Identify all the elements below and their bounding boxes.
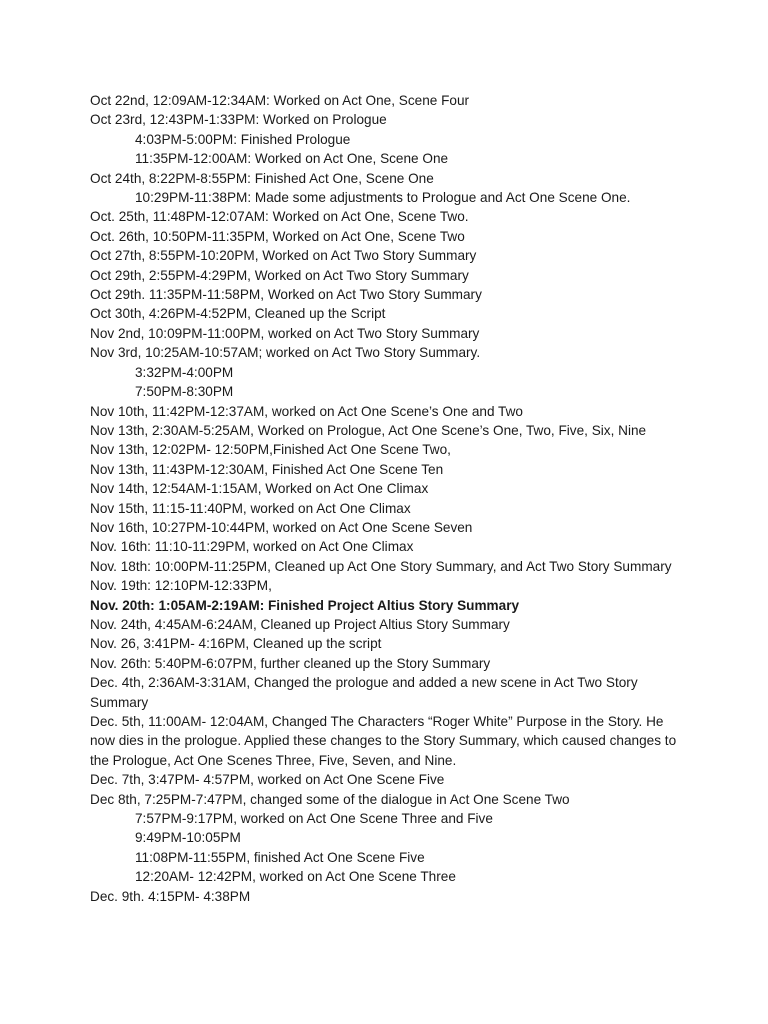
- log-entry: Nov 13th, 2:30AM-5:25AM, Worked on Prologue, Act One Scene’s One, Two, Five, Six, Nine: [90, 422, 647, 438]
- log-entry: Dec. 9th. 4:15PM- 4:38PM: [90, 888, 251, 904]
- log-entry: 11:08PM-11:55PM, finished Act One Scene Five: [135, 849, 425, 865]
- log-entry: Oct. 26th, 10:50PM-11:35PM, Worked on Act One, Scene Two: [90, 228, 465, 244]
- log-entry: Dec. 5th, 11:00AM- 12:04AM, Changed The Characters “Roger White” Purpose in the Story. He now dies in the prologue. Applied these changes to the Story Summary, which caused changes to the Prologue, Act One Scenes Three, Five, Seven, and Nine.: [90, 714, 677, 768]
- log-entry: Nov 16th, 10:27PM-10:44PM, worked on Act One Scene Seven: [90, 519, 473, 535]
- log-entry: Dec 8th, 7:25PM-7:47PM, changed some of the dialogue in Act One Scene Two: [90, 791, 570, 807]
- log-entry: Oct 23rd, 12:43PM-1:33PM: Worked on Prologue: [90, 112, 387, 128]
- log-entry: 3:32PM-4:00PM: [135, 364, 234, 380]
- log-entry: Nov 13th, 11:43PM-12:30AM, Finished Act One Scene Ten: [90, 461, 444, 477]
- log-entry: 12:20AM- 12:42PM, worked on Act One Scene Three: [135, 869, 456, 885]
- work-log: [90, 91, 680, 906]
- log-entry: Nov. 20th: 1:05AM-2:19AM: Finished Project Altius Story Summary: [90, 597, 520, 613]
- log-entry: Dec. 4th, 2:36AM-3:31AM, Changed the prologue and added a new scene in Act Two Story Summary: [90, 675, 638, 710]
- log-entry: Oct 22nd, 12:09AM-12:34AM: Worked on Act One, Scene Four: [90, 93, 470, 108]
- log-entry: 9:49PM-10:05PM: [135, 830, 241, 846]
- log-entry: Nov 10th, 11:42PM-12:37AM, worked on Act One Scene’s One and Two: [90, 403, 523, 419]
- log-entry: Nov 2nd, 10:09PM-11:00PM, worked on Act Two Story Summary: [90, 325, 480, 341]
- log-entry: 10:29PM-11:38PM: Made some adjustments to Prologue and Act One Scene One.: [135, 190, 631, 206]
- log-entry: Nov. 24th, 4:45AM-6:24AM, Cleaned up Project Altius Story Summary: [90, 616, 510, 632]
- log-entry: 7:50PM-8:30PM: [135, 384, 234, 400]
- log-entry: Dec. 7th, 3:47PM- 4:57PM, worked on Act One Scene Five: [90, 772, 445, 788]
- log-entry: Oct 29th, 2:55PM-4:29PM, Worked on Act Two Story Summary: [90, 267, 469, 283]
- log-entry: Nov. 26th: 5:40PM-6:07PM, further cleaned up the Story Summary: [90, 655, 491, 671]
- log-entry: Nov 3rd, 10:25AM-10:57AM; worked on Act Two Story Summary.: [90, 345, 481, 361]
- log-entry: Nov 13th, 12:02PM- 12:50PM,Finished Act One Scene Two,: [90, 442, 451, 458]
- log-entry: Oct 24th, 8:22PM-8:55PM: Finished Act One, Scene One: [90, 170, 434, 186]
- log-entry: Nov 15th, 11:15-11:40PM, worked on Act One Climax: [90, 500, 411, 516]
- log-entry: Oct 29th. 11:35PM-11:58PM, Worked on Act Two Story Summary: [90, 287, 482, 303]
- log-entry: Nov 14th, 12:54AM-1:15AM, Worked on Act One Climax: [90, 481, 429, 497]
- log-entry: Nov. 18th: 10:00PM-11:25PM, Cleaned up Act One Story Summary, and Act Two Story Summary: [90, 558, 672, 574]
- log-entry: Nov. 16th: 11:10-11:29PM, worked on Act One Climax: [90, 539, 414, 555]
- log-entry: Nov. 26, 3:41PM- 4:16PM, Cleaned up the script: [90, 636, 382, 652]
- log-entry: 7:57PM-9:17PM, worked on Act One Scene Three and Five: [135, 811, 493, 827]
- log-entry: 11:35PM-12:00AM: Worked on Act One, Scene One: [135, 151, 449, 167]
- log-entry: 4:03PM-5:00PM: Finished Prologue: [135, 131, 351, 147]
- log-entry: Nov. 19th: 12:10PM-12:33PM,: [90, 578, 272, 594]
- log-entry: Oct. 25th, 11:48PM-12:07AM: Worked on Act One, Scene Two.: [90, 209, 469, 225]
- log-entry: Oct 30th, 4:26PM-4:52PM, Cleaned up the Script: [90, 306, 386, 322]
- log-entry: Oct 27th, 8:55PM-10:20PM, Worked on Act Two Story Summary: [90, 248, 477, 264]
